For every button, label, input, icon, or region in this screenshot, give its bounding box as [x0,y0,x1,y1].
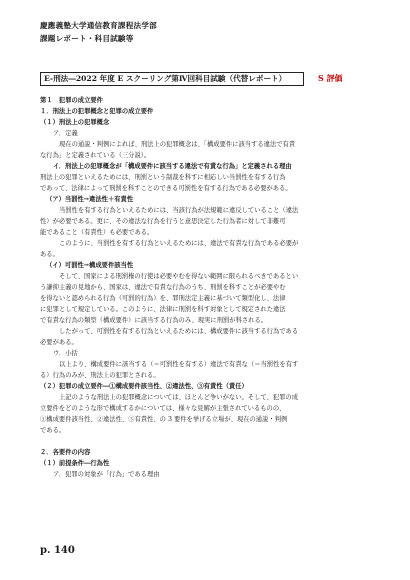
body-line: （１）前提条件―行為性 [40,460,110,467]
body-line: このように、当罰性を有する行為といえるためには、違法で有責な行為である必要が [59,240,299,247]
body-line: ア．定義 [53,130,78,137]
body-line: な行為」と定義されている（三分説）。 [40,152,151,159]
report-title: E-刑法―2022 年度 E スクーリング第Ⅳ回科目試験（代替レポート） [40,72,304,86]
body-line: ２．各要件の内容 [40,449,91,456]
body-line: 第１ 犯罪の成立要件 [40,97,103,104]
body-line: （２）犯罪の成立要件―①構成要件該当性、②違法性、③有責性（責任） [40,383,248,390]
body-line: （ア）当罰性→違法性＋有責性 [46,196,134,203]
page-number: p. 140 [40,545,75,556]
header-category: 課題レポート・科目試験等 [40,34,134,43]
body-line: 能であること（有責性）も必要である。 [40,229,154,236]
body-line: を得ないと認められる行為（可罰的行為）を、罪刑法定主義に基づいて類型化し、法律 [40,295,286,302]
body-line: ア．犯罪の対象が「行為」である理由 [53,471,160,478]
body-line: 必要がある。 [40,339,78,346]
body-line: イ．刑法上の犯罪概念が「構成要件に該当する違法で有責な行為」と定義される理由 [53,163,292,170]
header-university: 慶應義塾大学通信教育課程法学部 [40,21,157,30]
body-line: 立要件をどのような形で構成するかについては、様々な見解が主張されているものの、 [40,405,286,412]
body-line: （１）刑法上の犯罪概念 [40,119,110,126]
body-line: したがって、可罰性を有する行為といえるためには、構成要件に該当する行為である [59,328,299,335]
body-line: 以上より、構成要件に該当する（＝可罰性を有する）違法で有責な（＝当罰性を有す [59,361,299,368]
report-body [40,95,368,480]
body-line: １．刑法上の犯罪概念と犯罪の成立要件 [40,108,154,115]
body-line: う謙抑主義の見地から、国家は、違法で有責な行為のうち、刑罰を科すことが必要やむ [40,284,286,291]
body-line: であって、法律によって刑罰を科すことのできる可罰性を有する行為である必要がある。 [40,185,292,192]
grade-label: S 評価 [318,73,343,83]
body-line: に犯罪として規定している。このように、法律に刑罰を科す対象として規定された違法 [40,306,286,313]
body-line: 上記のような刑法上の犯罪概念については、ほとんど争いがない。そして、犯罪の成 [59,394,299,401]
body-line: 現在の通説・判例によれば、刑法上の犯罪概念は、「構成要件に該当する違法で有責 [59,141,296,148]
body-line: 当罰性を有する行為といえるためには、当該行為が法規範に違反していること（違法 [59,207,299,214]
body-line: 刑法上の犯罪といえるためには、刑罰という制裁を科すに相応しい当罰性を有する行為 [40,174,286,181]
body-line: である。 [40,427,66,434]
body-line: 性）が必要である。更に、その違法な行為を行うと意思決定した行為者に対して非難可 [40,218,286,225]
body-line: ウ．小括 [53,350,78,357]
body-line: そして、国家による刑罰権の行使は必要やむを得ない範囲に限られるべきであるとい [59,273,299,280]
body-line: る）行為のみが、刑法上の犯罪とされる。 [40,372,160,379]
body-line: （イ）可罰性→構成要件該当性 [46,262,134,269]
body-line: で有責な行為の類型（構成要件）に該当する行為のみ、現実に刑罰が科される。 [40,317,268,324]
body-line: ある。 [40,251,59,258]
body-line: ①構成要件該当性、②違法性、③有責性、の 3 要件を挙げる立場が、現在の通説・判例 [40,416,288,423]
